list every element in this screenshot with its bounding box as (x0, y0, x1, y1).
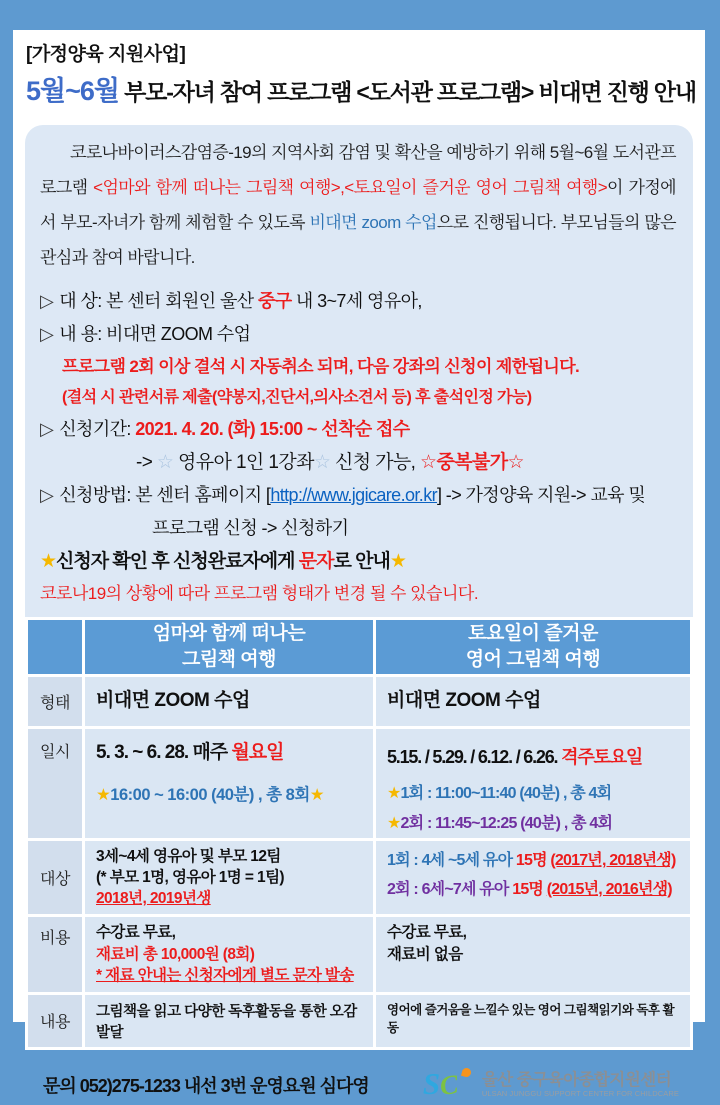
star-icon: ★ (40, 551, 57, 572)
outline-star-icon: ☆ (156, 452, 174, 473)
logo-text (482, 1071, 679, 1099)
content-panel (25, 125, 693, 1101)
notice-method-line (40, 479, 676, 512)
notice-target-line (40, 285, 676, 318)
star-icon: ★ (387, 785, 401, 802)
target-line-session2 (387, 875, 679, 904)
date-day-highlight: 격주토요일 (561, 747, 643, 767)
table-row (28, 995, 690, 1047)
fee-material-cost: 재료비 총 10,000원 (8회) (96, 945, 255, 963)
triangle-bullet-icon: ▷ (40, 324, 54, 344)
table-row (28, 917, 690, 992)
intro-zoom-highlight: 비대면 zoom 수업 (309, 213, 437, 232)
outline-star-icon: ☆ (313, 452, 331, 473)
row-label-form: 형태 (28, 677, 82, 726)
form-cell-program2: 비대면 ZOOM 수업 (376, 677, 690, 726)
date-day-highlight: 월요일 (231, 742, 284, 763)
title-month: 5월~6월 (26, 76, 119, 106)
sms-text-end: 로 안내 (333, 551, 390, 572)
time-text: 1회 : 11:00~11:40 (40분) , 총 4회 (400, 785, 612, 802)
date-time-1 (96, 781, 362, 805)
birthyear-highlight: (2015년, 2016년생) (546, 881, 672, 898)
date-cell-program1 (85, 729, 373, 838)
text-block (25, 125, 693, 609)
center-logo (423, 1065, 679, 1105)
document-header (13, 30, 705, 108)
sms-notice-line (40, 545, 676, 579)
logo-korean-name: 울산 중구육아종합지원센터 (481, 1070, 672, 1089)
date-text: 5.15. / 5.29. / 6.12. / 6.26. (387, 747, 562, 767)
contact-info: 문의 052)275-1233 내선 3번 운영요원 심다영 (43, 1075, 369, 1096)
table-row (28, 677, 690, 726)
method-text-end: ] -> 가정양육 지원-> 교육 및 (437, 485, 646, 505)
absence-document-line: (결석 시 관련서류 제출(약봉지,진단서,의사소견서 등) 후 출석인정 가능) (62, 389, 532, 406)
count-highlight: 15명 (512, 881, 547, 898)
sms-text: 신청자 확인 후 신청완료자에게 (56, 551, 299, 572)
homepage-link[interactable]: http://www.jgicare.or.kr (270, 485, 437, 505)
triangle-bullet-icon: ▷ (40, 419, 54, 439)
program-table (25, 617, 693, 1050)
target-birthyear: 2018년, 2019년생 (96, 890, 211, 907)
page-title (26, 69, 695, 108)
intro-part2: 이 가정에서 부모-자녀가 함께 체험할 수 있도록 (40, 178, 676, 232)
notice-method-line-2: 프로그램 신청 -> 신청하기 (152, 518, 349, 538)
date-range-2 (387, 734, 679, 769)
intro-part1: 코로나바이러스감염증-19의 지역사회 감염 및 확산을 예방하기 위해 5월~6월 도서관프로그램 (40, 143, 676, 197)
star-icon: ★ (387, 815, 401, 832)
count-highlight: 15명 (515, 852, 551, 869)
program2-title-line1: 토요일이 즐거운 (468, 623, 598, 645)
target-cell-program1 (85, 841, 373, 914)
star-icon: ★ (96, 786, 111, 804)
column-header-program2 (376, 620, 690, 674)
document-footer (25, 1050, 693, 1105)
fee-sms-note: * 재료 안내는 신청자에게 별도 문자 발송 (96, 967, 354, 984)
target-line-session1 (387, 846, 679, 875)
sms-highlight: 문자 (298, 551, 334, 572)
covid-change-notice: 코로나19의 상황에 따라 프로그램 형태가 변경 될 수 있습니다. (40, 584, 479, 603)
method-text: 신청방법: 본 센터 홈페이지 [ (59, 485, 271, 505)
no-duplicate-highlight: ☆중복불가☆ (420, 452, 524, 473)
notice-content-line (40, 318, 676, 351)
intro-part3: 으로 진행됩니다. 부모님들의 많은 관심과 참여 바랍니다. (40, 213, 676, 267)
birthyear-highlight: (2017년, 2018년생) (550, 852, 676, 869)
target-cell-program2 (376, 841, 690, 914)
document-page (13, 30, 705, 1101)
time-text: 16:00 ~ 16:00 (40분) , 총 8회 (110, 786, 310, 804)
fee-line: 재료비 없음 (387, 945, 463, 963)
intro-paragraph (40, 135, 676, 275)
fee-line: 수강료 무료, (96, 924, 176, 941)
arrow-text: -> (136, 452, 157, 473)
corner-cell (28, 620, 82, 674)
title-rest: 부모-자녀 참여 프로그램 <도서관 프로그램> 비대면 진행 안내 (118, 79, 696, 105)
notice-period-line (40, 413, 676, 446)
target-line: 3세~4세 영유아 및 부모 12팀 (96, 848, 281, 865)
limit-text-2: 신청 가능, (330, 452, 421, 473)
star-icon: ★ (309, 786, 325, 804)
limit-text: 영유아 1인 1강좌 (173, 452, 314, 473)
content-text: 내 용: 비대면 ZOOM 수업 (59, 324, 251, 344)
triangle-bullet-icon: ▷ (40, 485, 54, 505)
session-text: 1회 : 4세 ~5세 유아 (387, 852, 516, 869)
period-date-highlight: 2021. 4. 20. (화) 15:00 ~ 선착순 접수 (135, 419, 410, 439)
target-text-end: 내 3~7세 영유아, (291, 291, 422, 311)
row-label-desc: 내용 (28, 995, 82, 1047)
logo-english-name: ULSAN JUNGGU SUPPORT CENTER FOR CHILDCARE (481, 1088, 679, 1098)
target-line: (* 부모 1명, 영유아 1명 = 1팀) (96, 869, 284, 886)
row-label-target: 대상 (28, 841, 82, 914)
date-time-2a (387, 780, 679, 803)
star-icon: ★ (389, 551, 406, 572)
triangle-bullet-icon: ▷ (40, 291, 54, 311)
program1-title-line2: 그림책 여행 (181, 649, 277, 670)
fee-cell-program1 (85, 917, 373, 992)
session-text: 2회 : 6세~7세 유아 (387, 881, 513, 898)
column-header-program1 (85, 620, 373, 674)
target-district-highlight: 중구 (257, 291, 292, 311)
date-cell-program2 (376, 729, 690, 838)
fee-cell-program2 (376, 917, 690, 992)
table-header-row (28, 620, 690, 674)
table-row (28, 841, 690, 914)
row-label-date: 일시 (28, 729, 82, 838)
notice-limit-line (40, 446, 676, 479)
intro-program-names: <엄마와 함께 떠나는 그림책 여행>,<토요일이 즐거운 영어 그림책 여행> (93, 178, 608, 197)
date-time-2b (387, 810, 679, 833)
program2-title-line2: 영어 그림책 여행 (465, 649, 601, 670)
center-logo-icon (423, 1065, 475, 1105)
logo-s-shape: S (422, 1065, 441, 1101)
date-text: 5. 3. ~ 6. 28. 매주 (96, 742, 232, 763)
form-cell-program1: 비대면 ZOOM 수업 (85, 677, 373, 726)
desc-cell-program1: 그림책을 읽고 다양한 독후활동을 통한 오감발달 (85, 995, 373, 1047)
date-range-1 (96, 734, 362, 764)
logo-dot-shape (461, 1066, 472, 1077)
absence-warning-line: 프로그램 2회 이상 결석 시 자동취소 되며, 다음 강좌의 신청이 제한됩니다. (62, 357, 580, 376)
time-text: 2회 : 11:45~12:25 (40분) , 총 4회 (400, 815, 613, 832)
category-label: [가정양육 지원사업] (26, 44, 186, 65)
period-label: 신청기간: (59, 419, 136, 439)
fee-line: 수강료 무료, (387, 924, 467, 941)
program1-title-line1: 엄마와 함께 떠나는 (152, 623, 306, 645)
target-text: 대 상: 본 센터 회원인 울산 (59, 291, 258, 311)
logo-c-shape: C (437, 1068, 460, 1101)
table-row (28, 729, 690, 838)
row-label-fee: 비용 (28, 917, 82, 992)
desc-cell-program2: 영어에 즐거움을 느낄수 있는 영어 그림책읽기와 독후 활동 (376, 995, 690, 1047)
